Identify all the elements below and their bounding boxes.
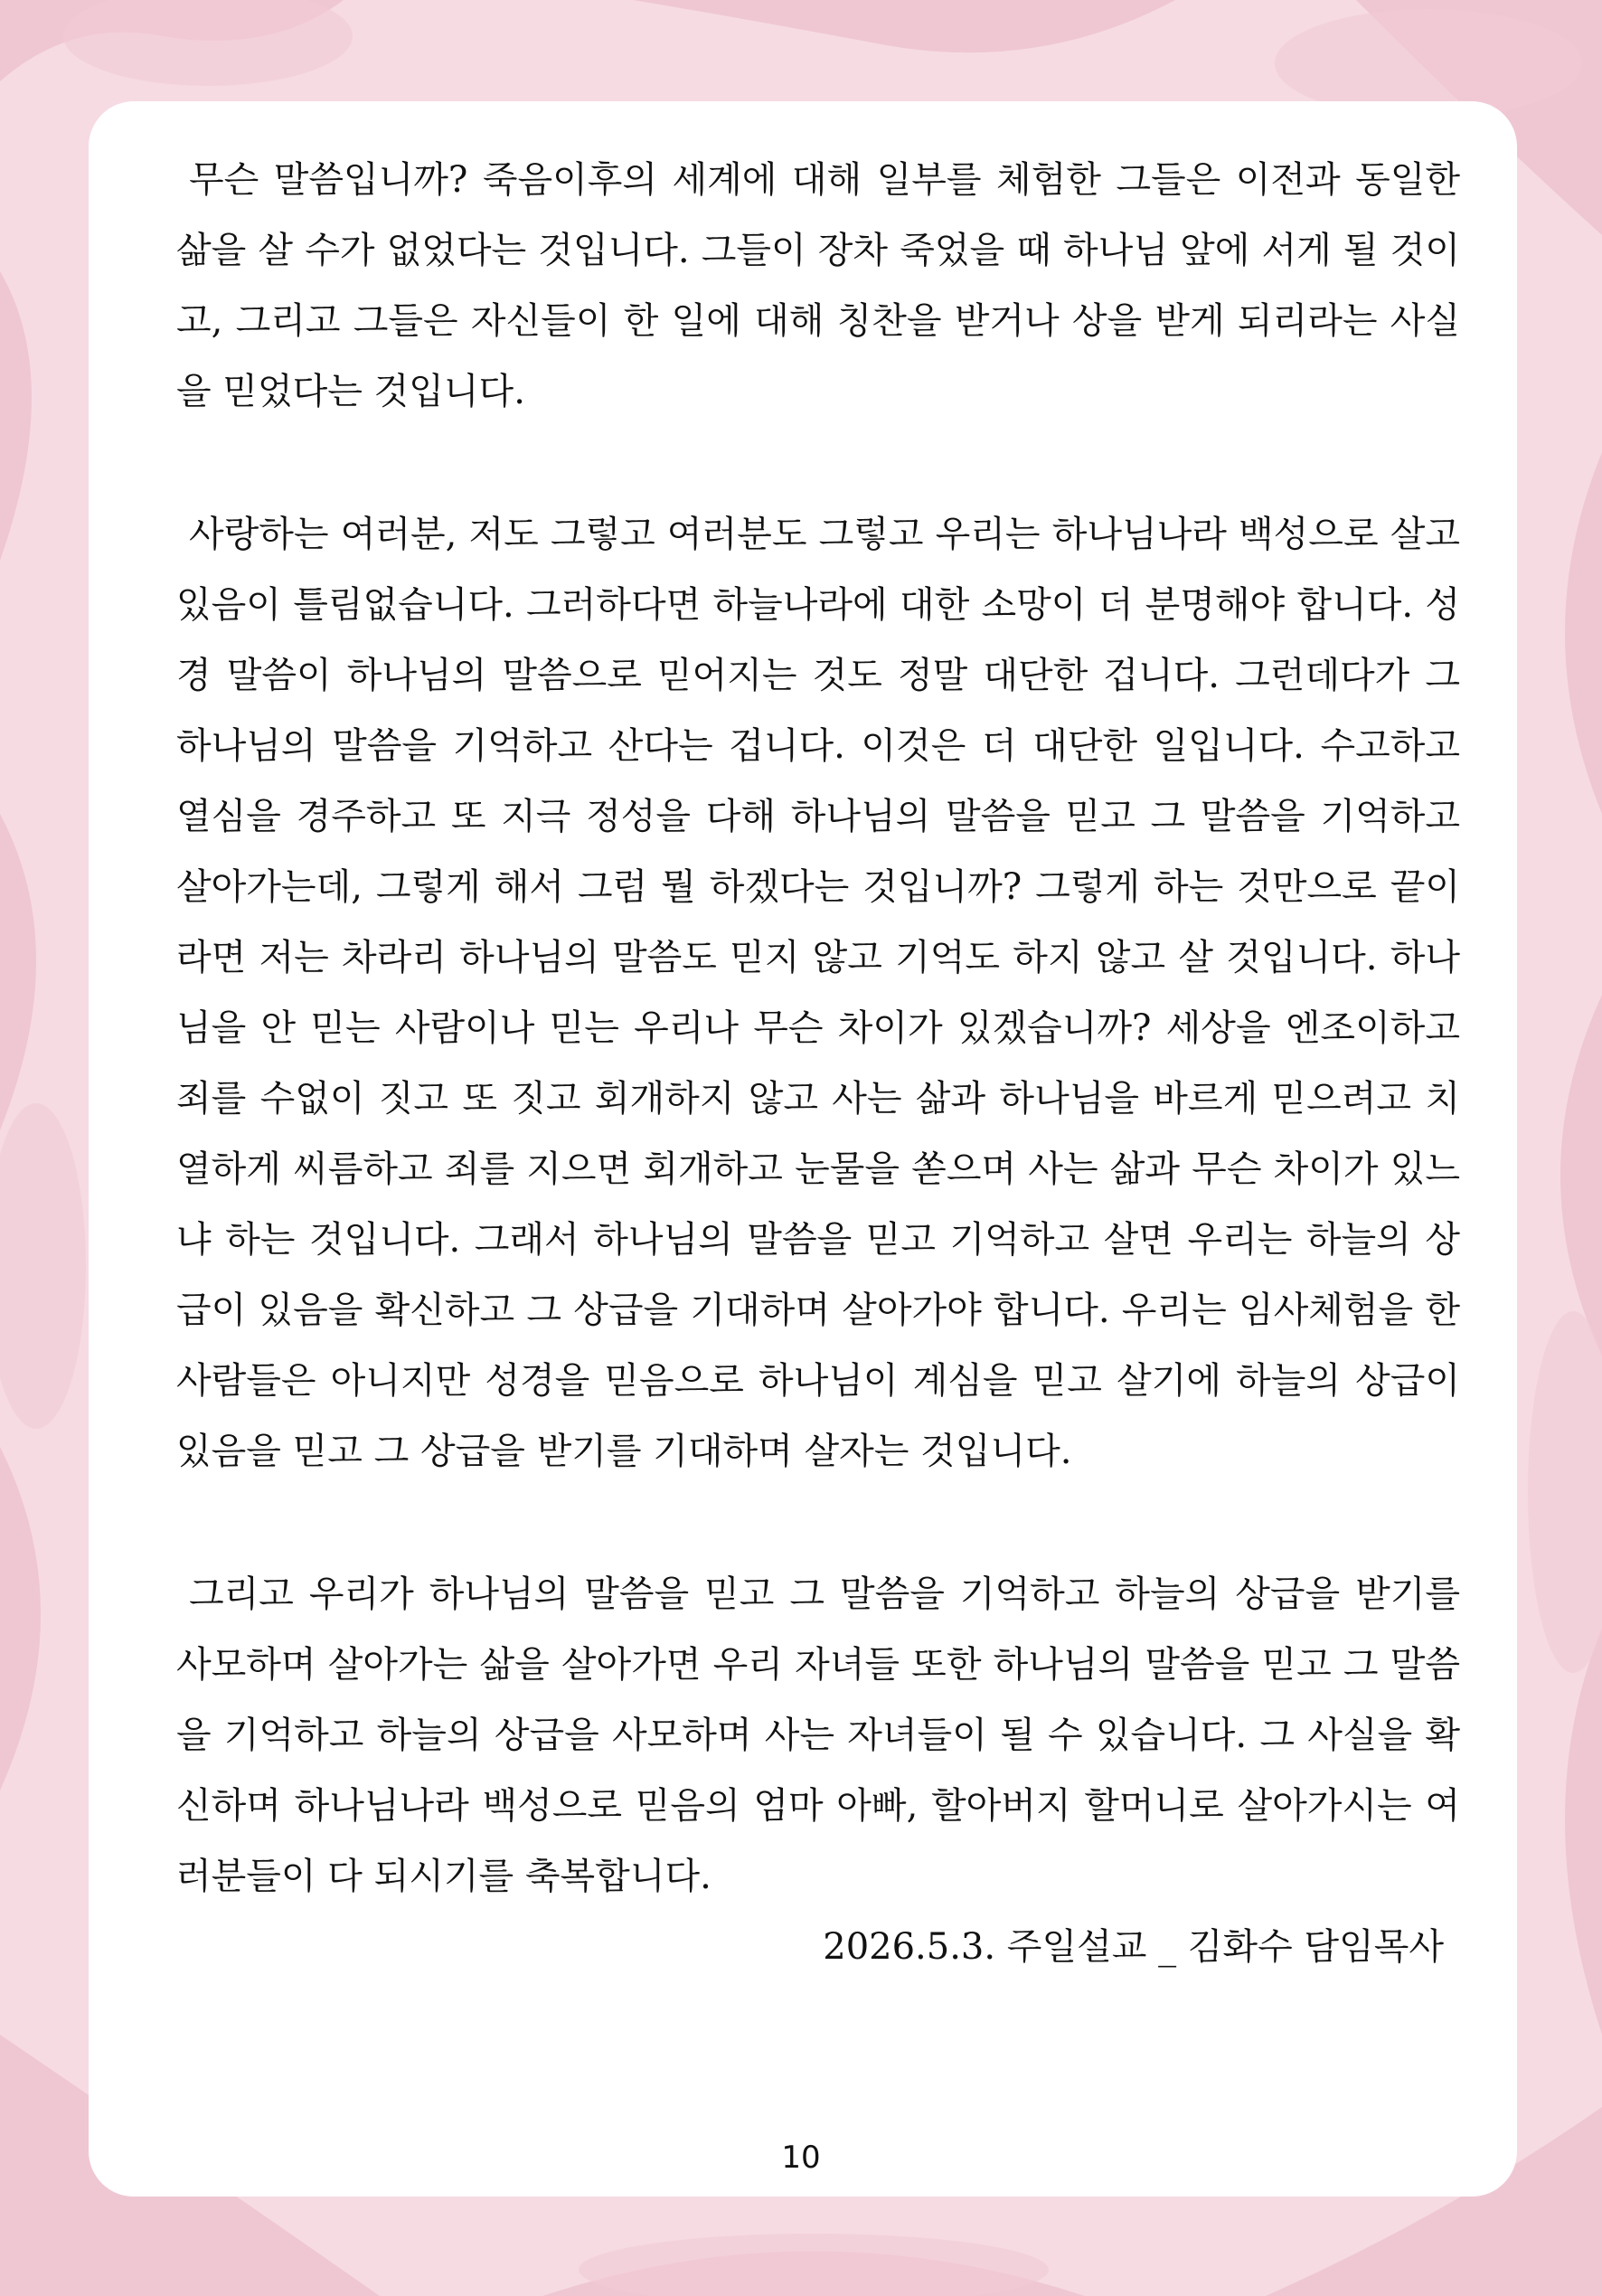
paragraph-1: 무슨 말씀입니까? 죽음이후의 세계에 대해 일부를 체험한 그들은 이전과 동일한 삶을 살 수가 없었다는 것입니다. 그들이 장차 죽었을 때 하나님 앞에 서게 될 것이고, 그리고 그들은 자신들이 한 일에 대해 칭찬을 받거나 상을 받게 되리라는 사실을 믿었다는 것입니다. — [176, 159, 1460, 412]
page-number: 10 — [781, 2140, 821, 2176]
sermon-text — [176, 145, 1460, 1982]
paragraph-3: 그리고 우리가 하나님의 말씀을 믿고 그 말씀을 기억하고 하늘의 상급을 받기를 사모하며 살아가는 삶을 살아가면 우리 자녀들 또한 하나님의 말씀을 믿고 그 말씀을 기억하고 하늘의 상급을 사모하며 사는 자녀들이 될 수 있습니다. 그 사실을 확신하며 하나님나라 백성으로 믿음의 엄마 아빠, 할아버지 할머니로 살아가시는 여러분들이 다 되시기를 축복합니다. — [176, 1573, 1460, 1897]
paragraph-2: 사랑하는 여러분, 저도 그렇고 여러분도 그렇고 우리는 하나님나라 백성으로 살고 있음이 틀림없습니다. 그러하다면 하늘나라에 대한 소망이 더 분명해야 합니다. 성경 말씀이 하나님의 말씀으로 믿어지는 것도 정말 대단한 겁니다. 그런데다가 그 하나님의 말씀을 기억하고 산다는 겁니다. 이것은 더 대단한 일입니다. 수고하고 열심을 경주하고 또 지극 정성을 다해 하나님의 말씀을 믿고 그 말씀을 기억하고 살아가는데, 그렇게 해서 그럼 뭘 하겠다는 것입니까? 그렇게 하는 것만으로 끝이라면 저는 차라리 하나님의 말씀도 믿지 않고 기억도 하지 않고 살 것입니다. 하나님을 안 믿는 사람이나 믿는 우리나 무슨 차이가 있겠습니까? 세상을 엔조이하고 죄를 수없이 짓고 또 짓고 회개하지 않고 사는 삶과 하나님을 바르게 믿으려고 치열하게 씨름하고 죄를 지으면 회개하고 눈물을 쏟으며 사는 삶과 무슨 차이가 있느냐 하는 것입니다. 그래서 하나님의 말씀을 믿고 기억하고 살면 우리는 하늘의 상급이 있음을 확신하고 그 상급을 기대하며 살아가야 합니다. 우리는 임사체험을 한 사람들은 아니지만 성경을 믿음으로 하나님이 계심을 믿고 살기에 하늘의 상급이 있음을 믿고 그 상급을 받기를 기대하며 살자는 것입니다. — [176, 514, 1460, 1472]
signature: 2026.5.3. 주일설교 _ 김화수 담임목사 — [823, 1926, 1444, 1968]
